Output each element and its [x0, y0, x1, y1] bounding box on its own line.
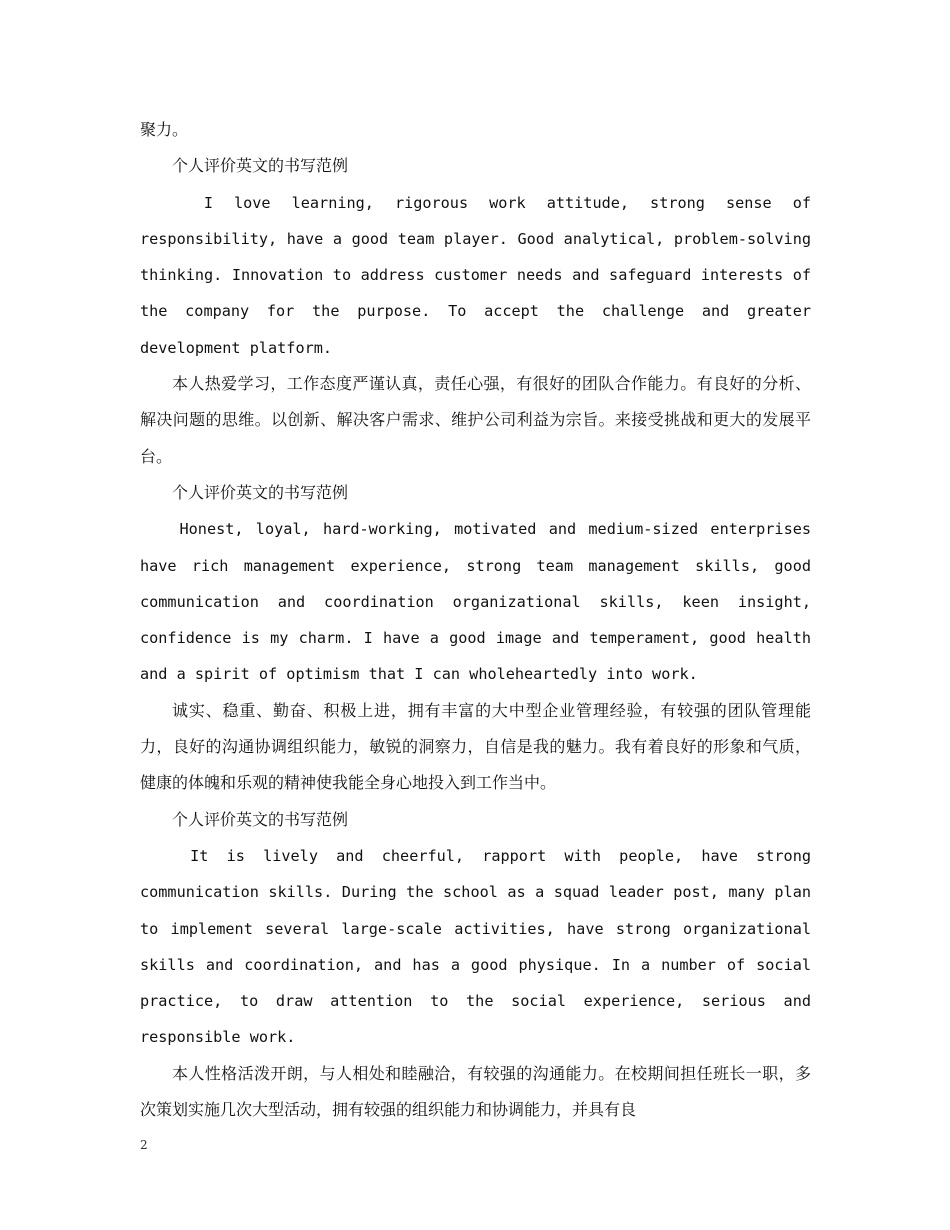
section-1-chinese-paragraph: 本人热爱学习，工作态度严谨认真，责任心强，有很好的团队合作能力。有良好的分析、解决问题的思维。以创新、解决客户需求、维护公司利益为宗旨。来接受挑战和更大的发展平台。 [140, 374, 811, 466]
section-2-heading: 个人评价英文的书写范例 [172, 482, 349, 502]
section-2-chinese-paragraph: 诚实、稳重、勤奋、积极上进，拥有丰富的大中型企业管理经验，有较强的团队管理能力，良好的沟通协调组织能力，敏锐的洞察力，自信是我的魅力。我有着良好的形象和气质，健康的体魄和乐观的精神使我能全身心地投入到工作当中。 [140, 700, 811, 793]
section-2-english-paragraph: Honest, loyal, hard-working, motivated and medium-sized enterprises have rich management experience, strong team management skills, good communication and coordination organizational skills, keen insight, confidence is my charm. I have a good image and temperament, good health and a spirit of optimism that I can wholeheartedly into work. [140, 520, 811, 684]
section-3-heading: 个人评价英文的书写范例 [172, 809, 349, 829]
section-1-heading: 个人评价英文的书写范例 [172, 156, 349, 176]
section-3-chinese-paragraph: 本人性格活泼开朗，与人相处和睦融洽，有较强的沟通能力。在校期间担任班长一职，多次策划实施几次大型活动，拥有较强的组织能力和协调能力，并具有良 [140, 1063, 811, 1120]
section-3-english-paragraph: It is lively and cheerful, rapport with people, have strong communication skills. During the school as a squad leader post, many plan to implement several large-scale activities, have strong organizational skills and coordination, and has a good physique. In a number of social practice, to draw attention to the social experience, serious and responsible work. [140, 846, 811, 1047]
continuation-text: 聚力。 [140, 120, 189, 139]
page-content [140, 112, 811, 1128]
page-number: 2 [140, 1138, 148, 1152]
section-1-english-paragraph: I love learning, rigorous work attitude, strong sense of responsibility, have a good team player. Good analytical, problem-solving thinking. Innovation to address customer needs and safeguard interests of the company for the purpose. To accept the challenge and greater development platform. [140, 193, 811, 357]
